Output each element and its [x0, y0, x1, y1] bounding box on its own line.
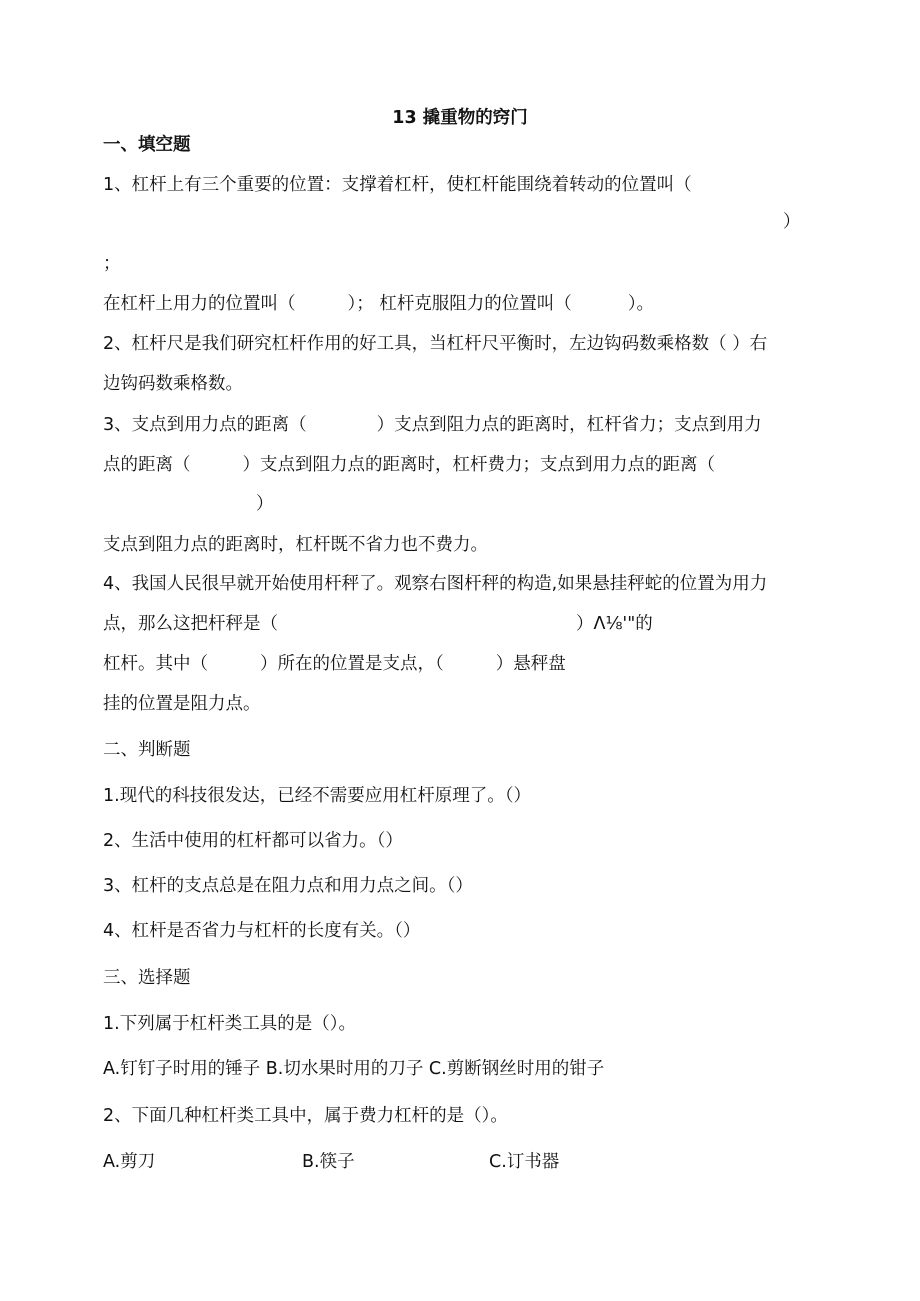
question-3-line-4: 支点到阻力点的距离时，杠杆既不省力也不费力。	[103, 535, 488, 555]
choice-question-1: 1.下列属于杠杆类工具的是（）。	[103, 1014, 356, 1034]
question-4-line-2-start: 点，那么这把杆秤是（	[103, 614, 278, 634]
true-false-item: 3、杠杆的支点总是在阻力点和用力点之间。（）	[103, 876, 473, 896]
question-1-closing-paren: ）	[783, 212, 801, 232]
question-3-line-2-part-1: 点的距离（	[103, 455, 191, 475]
true-false-item: 2、生活中使用的杠杆都可以省力。（）	[103, 831, 403, 851]
section-heading-true-false: 二、判断题	[103, 740, 191, 760]
choice-question-2: 2、下面几种杠杆类工具中，属于费力杠杆的是（）。	[103, 1106, 508, 1126]
question-2-line-2: 边钩码数乘格数。	[103, 374, 243, 394]
question-1-line-2	[103, 292, 654, 316]
question-3-line-1-part-2: ）支点到阻力点的距离时，杠杆省力；支点到用力	[376, 415, 762, 435]
question-1-line-2-part-1: 在杠杆上用力的位置叫（	[103, 294, 296, 314]
question-1-semicolon: ；	[103, 254, 121, 274]
section-heading-multiple-choice: 三、选择题	[103, 968, 191, 988]
true-false-item: 4、杠杆是否省力与杠杆的长度有关。（）	[103, 921, 421, 941]
choice-option-c: C.订书器	[489, 1152, 560, 1172]
question-3-line-1	[103, 413, 762, 437]
section-heading-fill-blank: 一、填空题	[103, 135, 191, 155]
choice-option-b: B.筷子	[302, 1152, 355, 1172]
true-false-item: 1.现代的科技很发达，已经不需要应用杠杆原理了。（）	[103, 786, 531, 806]
question-4-line-2-end: ）Λ⅛'"的	[576, 614, 653, 634]
question-3-closing-paren: ）	[256, 494, 274, 514]
question-1-line-2-part-2: ）； 杠杆克服阻力的位置叫（	[347, 294, 572, 314]
choice-option-a: A.剪刀	[103, 1152, 156, 1172]
choice-question-1-options: A.钉钉子时用的锤子 B.切水果时用的刀子 C.剪断钢丝时用的钳子	[103, 1059, 605, 1079]
question-4-line-3	[103, 652, 566, 676]
page-title: 13 撬重物的窍门	[392, 108, 528, 128]
question-3-line-2-part-2: ）支点到阻力点的距离时，杠杆费力；支点到用力点的距离（	[242, 455, 715, 475]
question-4-line-1: 4、我国人民很早就开始使用杆秤了。观察右图杆秤的构造,如果悬挂秤蛇的位置为用力	[103, 574, 768, 594]
question-2-line-1: 2、杠杆尺是我们研究杠杆作用的好工具，当杠杆尺平衡时，左边钩码数乘格数（ ）右	[103, 334, 768, 354]
question-1-line-1: 1、杠杆上有三个重要的位置：支撑着杠杆，使杠杆能围绕着转动的位置叫（	[103, 175, 692, 195]
question-1-line-2-part-3: ）。	[627, 294, 655, 314]
question-3-line-1-part-1: 3、支点到用力点的距离（	[103, 415, 307, 435]
question-4-line-3-part-2: ）所在的位置是支点，（	[260, 654, 444, 674]
question-4-line-3-part-3: ）悬秤盘	[495, 654, 566, 674]
question-3-line-2	[103, 453, 715, 477]
question-4-line-4: 挂的位置是阻力点。	[103, 694, 261, 714]
question-4-line-3-part-1: 杠杆。其中（	[103, 654, 208, 674]
